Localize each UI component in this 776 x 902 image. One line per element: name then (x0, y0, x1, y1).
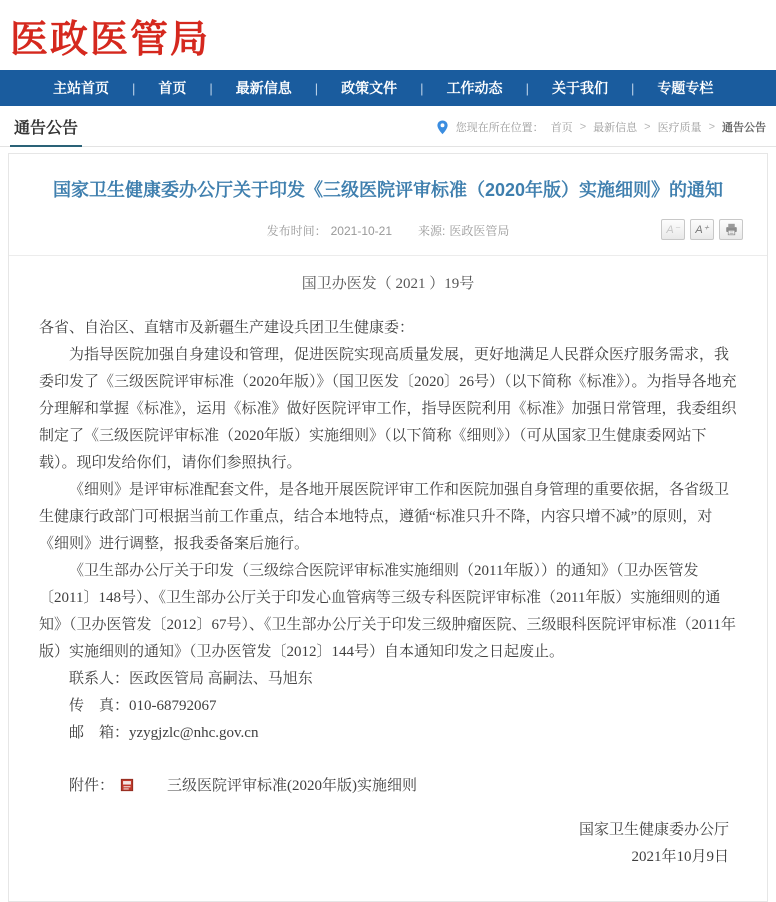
nav-item-0[interactable]: 主站首页 (53, 80, 109, 96)
article-toolbar (661, 219, 743, 240)
nav-separator: | (209, 80, 213, 96)
breadcrumb-separator: > (644, 121, 651, 133)
attachment-link[interactable]: 三级医院评审标准(2020年版)实施细则 (167, 778, 418, 795)
font-increase-button[interactable]: A⁺ (690, 219, 714, 240)
section-title: 通告公告 (10, 107, 82, 147)
breadcrumb-link-0[interactable]: 首页 (550, 122, 573, 134)
article-paragraph-1: 为指导医院加强自身建设和管理，促进医院实现高质量发展，更好地满足人民群众医疗服务需求，我委印发了《三级医院评审标准（2020年版）》（国卫医发〔2020〕26号）（以下简称《标准》）。为指导各地充分理解和掌握《标准》，运用《标准》做好医院评审工作，指导医院利用《标准》加强日常管理，我委组织制定了《三级医院评审标准（2020年版）实施细则》（以下简称《细则》）（可从国家卫生健康委网站下载）。现印发给你们，请你们参照执行。 (39, 347, 737, 472)
nav-item-4[interactable]: 工作动态 (446, 80, 503, 96)
breadcrumb-location-prefix: 您现在所在位置： (455, 122, 544, 134)
nav-separator: | (630, 80, 635, 96)
breadcrumb-separator: > (579, 121, 587, 133)
article-paragraph-4: 联系人：医政医管局 高嗣法、马旭东 (69, 671, 313, 688)
breadcrumb-link-2[interactable]: 医疗质量 (657, 122, 702, 134)
signature-org: 国家卫生健康委办公厅 (578, 822, 729, 839)
breadcrumb-separator: > (708, 121, 715, 133)
source-label: 来源: (418, 224, 446, 239)
nav-item-5[interactable]: 关于我们 (551, 80, 608, 96)
article-paragraph-2: 《细则》是评审标准配套文件，是各地开展医院评审工作和医院加强自身管理的重要依据，各省级卫生健康行政部门可根据当前工作重点，结合本地特点，遵循“标准只升不降，内容只增不减”的原则，对《细则》进行调整，报我委备案后施行。 (39, 482, 730, 553)
print-button[interactable] (719, 219, 743, 240)
nav-item-6[interactable]: 专题专栏 (657, 80, 714, 96)
location-pin-icon (436, 120, 449, 135)
breadcrumb (436, 119, 766, 146)
article-paragraph-6: 邮 箱：yzygjzlc@nhc.gov.cn (69, 725, 259, 742)
attachment-line (39, 774, 737, 795)
breadcrumb-path (551, 119, 766, 135)
nav-separator: | (314, 80, 319, 96)
site-logo: 医政医管局 (10, 18, 211, 61)
article-paragraph-3: 《卫生部办公厅关于印发（三级综合医院评审标准实施细则（2011年版））的通知》（卫办医管发〔2011〕148号）、《卫生部办公厅关于印发心血管病等三级专科医院评审标准（2011年版）实施细则的通知》（卫办医管发〔2012〕67号）、《卫生部办公厅关于印发三级肿瘤医院、三级眼科医院评审标准（2011年版）实施细则的通知》（卫办医管发〔2012〕144号）自本通知印发之日起废止。 (39, 563, 736, 661)
nav-separator: | (420, 80, 424, 96)
meta-divider (9, 255, 767, 256)
main-nav (0, 70, 776, 106)
site-header (0, 0, 776, 70)
attachment-label: 附件： (69, 778, 115, 795)
document-number: 国卫办医发（ 2021 ）19号 (301, 276, 475, 293)
printer-icon (725, 223, 738, 236)
article-title: 国家卫生健康委办公厅关于印发《三级医院评审标准（2020年版）实施细则》的通知 (52, 180, 724, 200)
breadcrumb-link-1[interactable]: 最新信息 (593, 122, 638, 134)
article-paragraph-5: 传 真：010-68792067 (69, 698, 217, 715)
font-decrease-button[interactable]: A⁻ (661, 219, 685, 240)
publish-time-label: 发布时间： (266, 224, 327, 239)
article-panel (8, 153, 768, 902)
signature-block (9, 817, 729, 871)
breadcrumb-bar (0, 106, 776, 147)
nav-item-1[interactable]: 首页 (158, 80, 187, 96)
signature-date: 2021年10月9日 (631, 849, 729, 866)
red-document-icon (120, 778, 134, 792)
nav-item-3[interactable]: 政策文件 (341, 80, 398, 96)
article-body (39, 315, 737, 747)
article-paragraph-0: 各省、自治区、直辖市及新疆生产建设兵团卫生健康委： (39, 320, 415, 337)
publish-time-value: 2021-10-21 (330, 224, 393, 239)
article-meta (9, 219, 767, 243)
nav-item-2[interactable]: 最新信息 (235, 80, 292, 96)
article-meta-row (9, 219, 767, 243)
source-value: 医政医管局 (449, 224, 510, 239)
nav-separator: | (525, 80, 529, 96)
breadcrumb-link-3[interactable]: 通告公告 (722, 122, 766, 134)
nav-separator: | (132, 80, 136, 96)
